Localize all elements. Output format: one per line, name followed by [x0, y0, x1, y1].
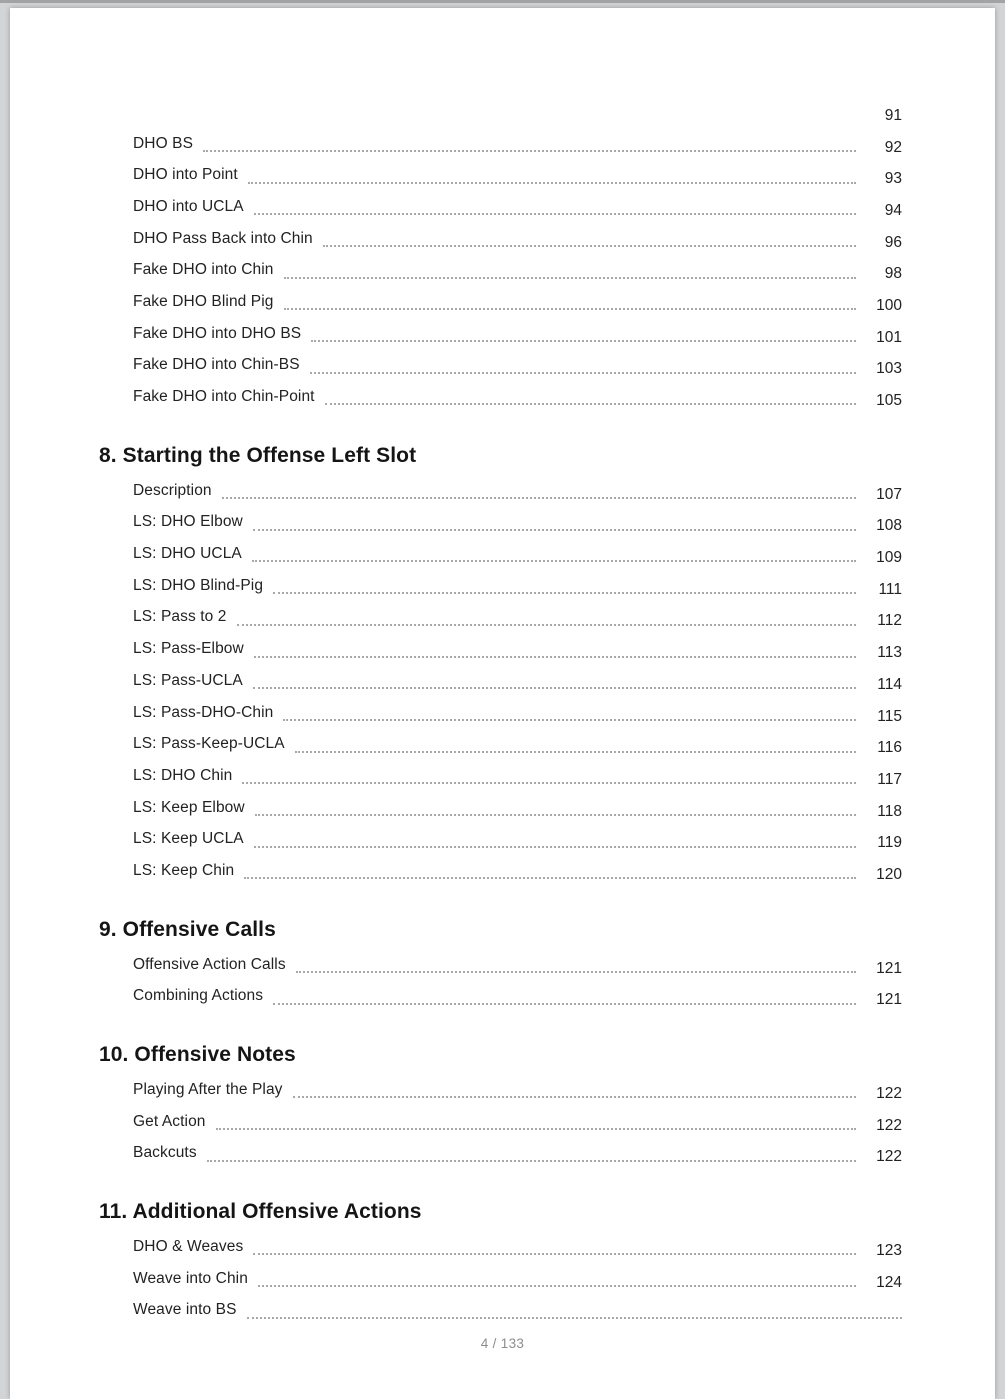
toc-entry-label: LS: Keep Chin — [133, 861, 235, 879]
dotted-leader — [248, 167, 856, 184]
dotted-leader — [222, 482, 856, 499]
toc-entry-label: Fake DHO into Chin — [133, 261, 274, 279]
toc-entry-page-number: 122 — [876, 1085, 902, 1103]
dotted-leader — [273, 577, 856, 594]
toc-entry-page-number: 103 — [876, 360, 902, 378]
toc-entry-page-number: 100 — [876, 296, 902, 314]
dotted-leader — [310, 357, 856, 374]
toc-entry-row[interactable] — [99, 475, 902, 507]
toc-entry-label: Playing After the Play — [133, 1081, 283, 1099]
toc-entry-label: Fake DHO into Chin-BS — [133, 356, 300, 374]
viewer-background-edge — [0, 0, 1005, 3]
toc-entry-row[interactable] — [99, 350, 902, 382]
toc-entry-page-number: 91 — [884, 106, 902, 124]
toc-entry-row[interactable] — [99, 792, 902, 824]
toc-entry-page-number: 121 — [876, 991, 902, 1009]
toc-entry-label: LS: DHO Blind-Pig — [133, 576, 264, 594]
toc-entry-row[interactable] — [99, 507, 902, 539]
dotted-leader — [216, 1113, 856, 1130]
section-heading: 8. Starting the Offense Left Slot — [99, 443, 417, 467]
toc — [10, 8, 995, 1326]
toc-entry-page-number: 96 — [884, 233, 902, 251]
toc-entry-page-number: 122 — [876, 1116, 902, 1134]
toc-entry-row[interactable] — [99, 697, 902, 729]
toc-entry-page-number: 122 — [876, 1148, 902, 1166]
toc-entry-label: Fake DHO into Chin-Point — [133, 388, 315, 406]
toc-entry-row[interactable] — [99, 159, 902, 191]
toc-entry-page-number: 115 — [877, 707, 902, 725]
dotted-leader — [242, 768, 856, 785]
toc-entry-label: Weave into Chin — [133, 1269, 248, 1287]
toc-entry-row[interactable] — [99, 570, 902, 602]
toc-entry-row[interactable] — [99, 665, 902, 697]
toc-entry-row[interactable] — [99, 1231, 902, 1263]
toc-entry-label: LS: Pass-Elbow — [133, 640, 244, 658]
toc-entry-page-number: 108 — [876, 517, 902, 535]
toc-entry-row[interactable] — [99, 633, 902, 665]
toc-entry-row[interactable] — [99, 381, 902, 413]
dotted-leader — [237, 609, 857, 626]
dotted-leader — [311, 325, 856, 342]
toc-entry-page-number: 92 — [884, 138, 902, 156]
toc-entry-row[interactable] — [99, 286, 902, 318]
toc-entry-label: LS: Keep UCLA — [133, 830, 244, 848]
dotted-leader — [293, 1082, 856, 1099]
toc-entry-row[interactable] — [99, 254, 902, 286]
dotted-leader — [253, 672, 856, 689]
toc-entry-row[interactable] — [99, 602, 902, 634]
dotted-leader — [254, 831, 856, 848]
toc-entry-page-number: 112 — [877, 612, 902, 630]
toc-entry-page-number: 94 — [884, 201, 902, 219]
section-heading: 11. Additional Offensive Actions — [99, 1200, 422, 1224]
toc-entry-label: Get Action — [133, 1112, 206, 1130]
dotted-leader — [273, 988, 856, 1005]
dotted-leader — [295, 736, 856, 753]
toc-entry-label: DHO Pass Back into Chin — [133, 229, 313, 247]
toc-entry-label: Fake DHO into DHO BS — [133, 324, 302, 342]
toc-entry-row[interactable] — [99, 1074, 902, 1106]
dotted-leader — [253, 1239, 856, 1256]
toc-entry-row[interactable] — [99, 949, 902, 981]
toc-entry-page-number: 98 — [884, 265, 902, 283]
dotted-leader — [323, 230, 856, 247]
toc-entry-row[interactable] — [99, 823, 902, 855]
toc-entry-label: LS: DHO Chin — [133, 766, 233, 784]
toc-entry-row[interactable] — [99, 1295, 902, 1327]
toc-entry-page-number: 123 — [876, 1242, 902, 1260]
dotted-leader — [244, 863, 856, 880]
toc-entry-page-number: 120 — [876, 865, 902, 883]
toc-entry-row[interactable] — [99, 223, 902, 255]
section-heading: 9. Offensive Calls — [99, 917, 276, 941]
dotted-leader — [284, 294, 857, 311]
toc-entry-label: Weave into BS — [133, 1301, 237, 1319]
toc-entry-label: LS: Pass to 2 — [133, 608, 227, 626]
toc-entry-row[interactable] — [99, 1138, 902, 1170]
toc-entry-label: Fake DHO Blind Pig — [133, 292, 274, 310]
toc-entry-label: DHO into Point — [133, 166, 238, 184]
dotted-leader — [253, 514, 856, 531]
toc-entry-label: DHO BS — [133, 134, 194, 152]
dotted-leader — [284, 262, 857, 279]
toc-entry-page-number: 105 — [876, 392, 902, 410]
toc-entry-label: LS: Pass-Keep-UCLA — [133, 735, 285, 753]
toc-entry-label: DHO & Weaves — [133, 1238, 244, 1256]
section-heading: 10. Offensive Notes — [99, 1043, 296, 1067]
page-number-footer: 4 / 133 — [480, 1336, 525, 1352]
toc-entry-label: LS: Pass-DHO-Chin — [133, 703, 274, 721]
toc-entry-row[interactable] — [99, 760, 902, 792]
pdf-page — [10, 8, 995, 1399]
toc-entry-page-number: 113 — [877, 644, 902, 662]
toc-entry-page-number: 121 — [876, 959, 902, 977]
dotted-leader — [254, 199, 856, 216]
toc-entry-page-number: 109 — [876, 549, 902, 567]
toc-entry-page-number: 101 — [876, 328, 902, 346]
toc-entry-page-number: 117 — [877, 770, 902, 788]
toc-entry-label: LS: DHO Elbow — [133, 513, 243, 531]
dotted-leader — [283, 704, 856, 721]
dotted-leader — [255, 799, 856, 816]
dotted-leader — [247, 1302, 902, 1319]
toc-entry-label: Offensive Action Calls — [133, 955, 286, 973]
toc-entry-page-number: 111 — [878, 580, 902, 598]
toc-entry-row[interactable] — [99, 128, 902, 160]
dotted-leader — [203, 135, 856, 152]
dotted-leader — [258, 1270, 856, 1287]
toc-entry-label: Backcuts — [133, 1144, 197, 1162]
dotted-leader — [207, 1145, 856, 1162]
toc-entry-row[interactable] — [99, 1263, 902, 1295]
toc-entry-page-number: 118 — [877, 802, 902, 820]
toc-entry-row[interactable] — [99, 855, 902, 887]
toc-entry-row[interactable] — [99, 538, 902, 570]
toc-entry-label: DHO into UCLA — [133, 197, 244, 215]
toc-entry-page-number: 116 — [877, 739, 902, 757]
toc-entry-label: LS: Keep Elbow — [133, 798, 245, 816]
toc-entry-row[interactable] — [99, 191, 902, 223]
toc-entry-label: Description — [133, 481, 212, 499]
toc-entry-page-number: 93 — [884, 170, 902, 188]
toc-entry-row[interactable] — [99, 96, 902, 128]
toc-entry-row[interactable] — [99, 981, 902, 1013]
toc-entry-label: LS: Pass-UCLA — [133, 671, 243, 689]
dotted-leader — [325, 389, 856, 406]
toc-entry-row[interactable] — [99, 318, 902, 350]
toc-entry-page-number: 124 — [876, 1273, 902, 1291]
toc-entry-row[interactable] — [99, 1106, 902, 1138]
toc-entry-label: LS: DHO UCLA — [133, 545, 242, 563]
dotted-leader — [252, 546, 856, 563]
toc-entry-page-number: 119 — [877, 834, 902, 852]
toc-entry-page-number: 107 — [876, 485, 902, 503]
dotted-leader — [254, 641, 856, 658]
toc-entry-row[interactable] — [99, 728, 902, 760]
dotted-leader — [296, 956, 856, 973]
toc-entry-page-number: 114 — [877, 675, 902, 693]
toc-entry-label: Combining Actions — [133, 987, 264, 1005]
